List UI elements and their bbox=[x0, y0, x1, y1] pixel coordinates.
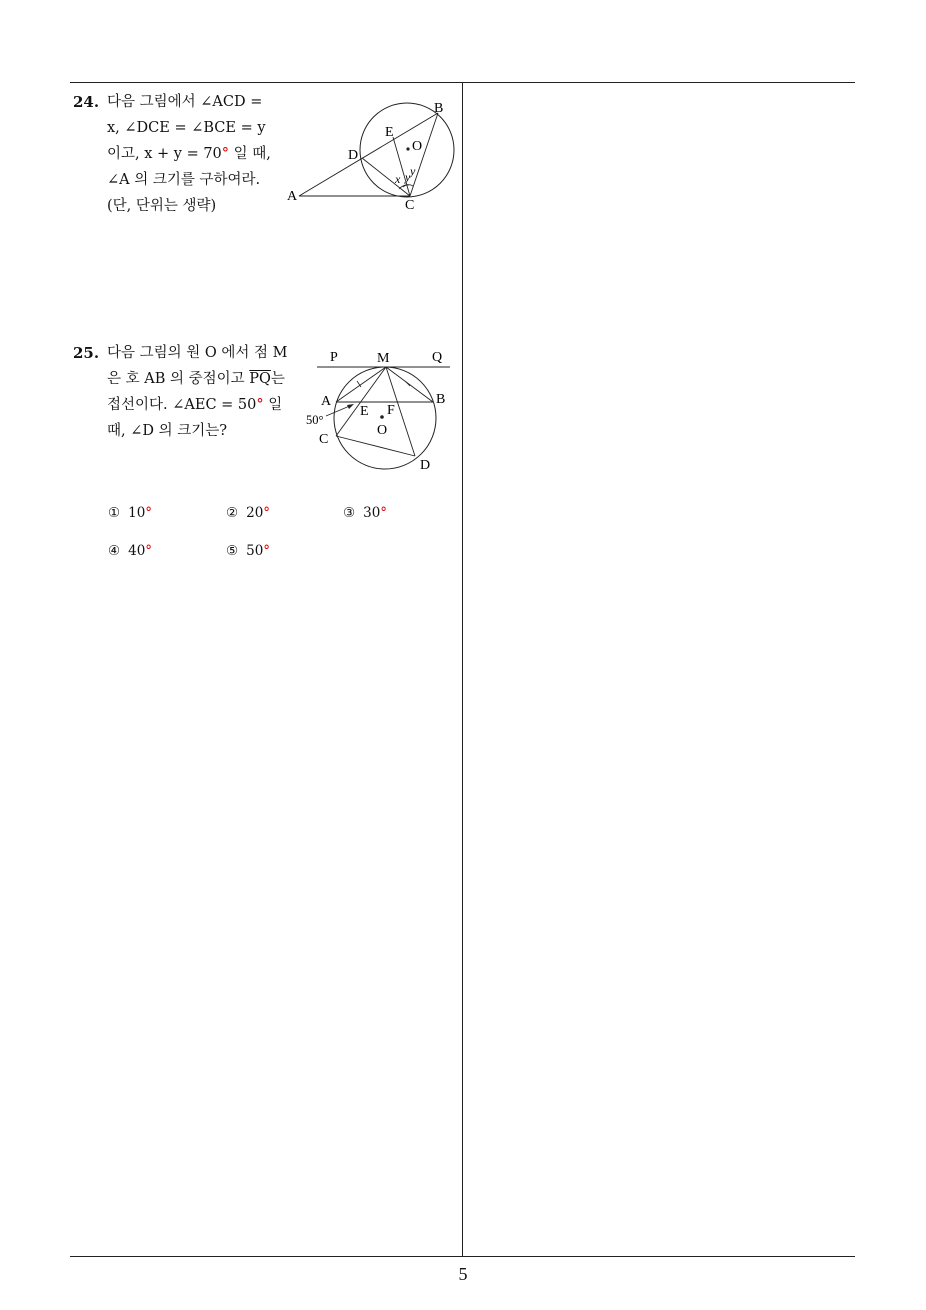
choice-4[interactable]: ④ 40° bbox=[108, 543, 153, 559]
degree-mark: ° bbox=[145, 505, 153, 521]
choice-2[interactable]: ② 20° bbox=[226, 505, 271, 521]
column-divider bbox=[462, 82, 463, 1257]
label-y: y bbox=[405, 170, 411, 184]
question-line: 때, ∠D 의 크기는? bbox=[107, 423, 228, 439]
degree-mark: ° bbox=[221, 146, 230, 162]
label-c: C bbox=[405, 198, 415, 213]
center-dot bbox=[406, 147, 409, 150]
segment-d-c bbox=[362, 158, 410, 196]
question-line: 다음 그림의 원 O 에서 점 M bbox=[107, 345, 288, 361]
question-line: x, ∠DCE = ∠BCE = y bbox=[107, 120, 266, 136]
question-number: 25. bbox=[73, 344, 100, 362]
label-m: M bbox=[377, 351, 390, 366]
segment-a-b bbox=[299, 113, 438, 196]
label-a: A bbox=[321, 394, 332, 409]
question-line: (단, 단위는 생략) bbox=[107, 198, 217, 214]
question-line: ∠A 의 크기를 구하여라. bbox=[107, 172, 261, 188]
label-y: y bbox=[410, 164, 416, 178]
overline-segment: $\overline{PQ}$ bbox=[249, 371, 271, 387]
label-angle-50: 50° bbox=[306, 413, 324, 427]
label-e: E bbox=[385, 125, 394, 140]
figure-25-circle-diagram bbox=[302, 344, 454, 474]
label-b: B bbox=[434, 101, 444, 116]
choice-5[interactable]: ⑤ 50° bbox=[226, 543, 271, 559]
question-number: 24. bbox=[73, 93, 100, 111]
label-f: F bbox=[387, 403, 395, 418]
chord-m-b bbox=[386, 367, 433, 402]
label-o: O bbox=[412, 139, 423, 154]
label-x: x bbox=[395, 172, 401, 186]
label-c: C bbox=[319, 432, 329, 447]
segment-b-c bbox=[410, 113, 438, 196]
question-text bbox=[107, 340, 287, 444]
question-line: 다음 그림에서 ∠ACD = bbox=[107, 94, 263, 110]
question-line: 접선이다. ∠AEC = 50° 일 bbox=[107, 397, 283, 413]
label-o: O bbox=[377, 423, 388, 438]
tick-mark bbox=[405, 381, 410, 386]
degree-mark: ° bbox=[256, 397, 264, 413]
question-line: 은 호 AB 의 중점이고 $\overline{PQ}$는 bbox=[107, 371, 285, 387]
question-text bbox=[107, 89, 271, 219]
angle-pointer-arrowhead bbox=[347, 404, 354, 409]
label-e: E bbox=[360, 404, 369, 419]
label-q: Q bbox=[432, 350, 443, 365]
choice-1[interactable]: ① 10° bbox=[108, 505, 153, 521]
page-number: 5 bbox=[458, 1264, 468, 1284]
center-dot bbox=[380, 415, 384, 419]
label-p: P bbox=[330, 350, 338, 365]
label-b: B bbox=[436, 392, 446, 407]
label-d: D bbox=[348, 148, 359, 163]
degree-mark: ° bbox=[263, 505, 271, 521]
degree-mark: ° bbox=[380, 505, 388, 521]
chord-m-a bbox=[336, 367, 386, 402]
degree-mark: ° bbox=[263, 543, 271, 559]
choice-3[interactable]: ③ 30° bbox=[343, 505, 388, 521]
question-line: 이고, x + y = 70° 일 때, bbox=[107, 146, 271, 162]
degree-mark: ° bbox=[145, 543, 153, 559]
label-a: A bbox=[287, 189, 298, 204]
bottom-rule bbox=[70, 1256, 855, 1257]
figure-24-circle-diagram bbox=[282, 92, 462, 214]
label-d: D bbox=[420, 458, 431, 473]
